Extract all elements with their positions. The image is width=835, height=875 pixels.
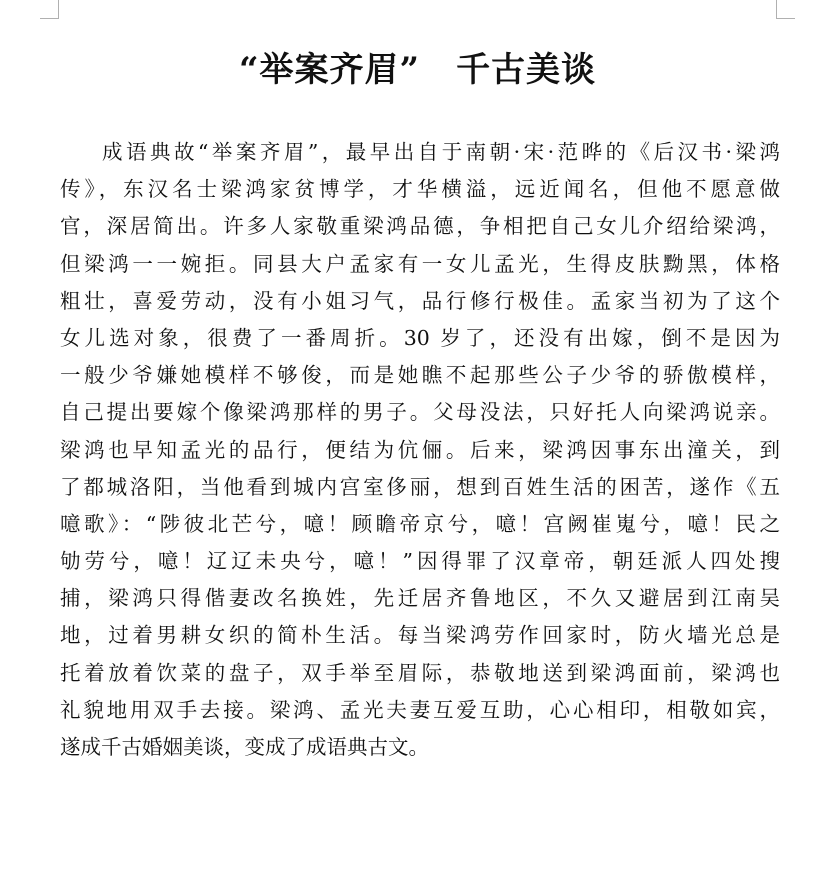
paragraph-line: 噫歌》：“陟彼北芒兮，噫！顾瞻帝京兮，噫！宫阙崔嵬兮，噫！民之 [60, 511, 780, 536]
page-corner-mark-right [776, 0, 795, 19]
paragraph-line: 官，深居简出。许多人家敬重梁鸿品德，争相把自己女儿介绍给梁鸿， [60, 214, 780, 239]
paragraph-line: 成语典故“举案齐眉”，最早出自于南朝·宋·范晔的《后汉书·梁鸿 [102, 140, 780, 164]
paragraph-line: 传》，东汉名士梁鸿家贫博学，才华横溢，远近闻名，但他不愿意做 [60, 177, 780, 202]
paragraph-line: 劬劳兮，噫！辽辽未央兮，噫！”因得罪了汉章帝，朝廷派人四处搜 [60, 549, 780, 574]
paragraph-line: 托着放着饮菜的盘子，双手举至眉际，恭敬地送到梁鸿面前，梁鸿也 [60, 660, 780, 685]
paragraph-line: 女儿选对象，很费了一番周折。30 岁了，还没有出嫁，倒不是因为 [60, 325, 780, 350]
paragraph-line: 粗壮，喜爱劳动，没有小姐习气，品行修行极佳。孟家当初为了这个 [60, 288, 780, 313]
page-corner-mark-left [40, 0, 59, 19]
paragraph-line: 一般少爷嫌她模样不够俊，而是她瞧不起那些公子少爷的骄傲模样， [60, 363, 780, 388]
title-quoted-idiom: “举案齐眉” [238, 50, 421, 90]
paragraph-line: 梁鸿也早知孟光的品行，便结为伉俪。后来，梁鸿因事东出潼关，到 [60, 437, 780, 462]
paragraph-line: 了都城洛阳，当他看到城内宫室侈丽，想到百姓生活的困苦，遂作《五 [60, 474, 780, 499]
paragraph-line: 礼貌地用双手去接。梁鸿、孟光夫妻互爱互助，心心相印，相敬如宾， [60, 697, 780, 722]
paragraph-line: 自己提出要嫁个像梁鸿那样的男子。父母没法，只好托人向梁鸿说亲。 [60, 400, 780, 425]
paragraph-line: 遂成千古婚姻美谈，变成了成语典古文。 [60, 735, 429, 759]
paragraph-line: 捕，梁鸿只得偕妻改名换姓，先迁居齐鲁地区，不久又避居到江南吴 [60, 586, 780, 611]
page-title [0, 44, 835, 96]
body-paragraph [60, 134, 780, 766]
paragraph-line: 地，过着男耕女织的简朴生活。每当梁鸿劳作回家时，防火墙光总是 [60, 623, 780, 648]
paragraph-line: 但梁鸿一一婉拒。同县大户孟家有一女儿孟光，生得皮肤黝黑，体格 [60, 251, 780, 276]
title-subtitle: 千古美谈 [456, 50, 597, 90]
